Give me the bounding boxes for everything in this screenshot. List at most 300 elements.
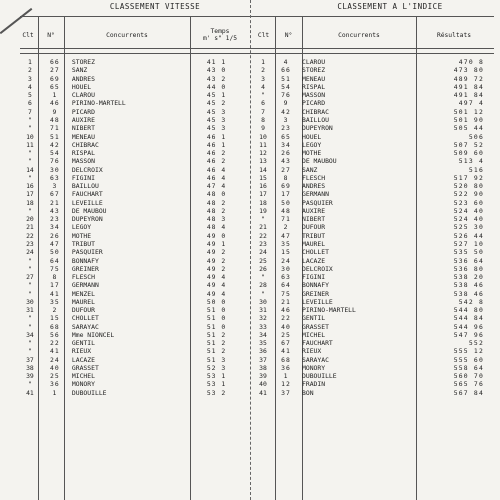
cell-name: GERMANN xyxy=(302,190,329,199)
cell-clt: 35 xyxy=(259,339,267,348)
cell-no: 2 xyxy=(283,223,289,232)
cell-time: 53 1 xyxy=(206,380,227,389)
cell-no: 40 xyxy=(50,363,60,372)
cell-no: 51 xyxy=(281,74,291,83)
cell-time: 51 0 xyxy=(206,314,227,323)
cell-no: 21 xyxy=(281,297,291,306)
cell-result: 547 96 xyxy=(453,330,484,339)
cell-result: 535 50 xyxy=(453,248,484,257)
cell-no: 76 xyxy=(281,91,291,100)
cell-name: MENZEL xyxy=(71,289,95,298)
cell-clt: 31 xyxy=(259,306,267,315)
cell-no: 34 xyxy=(281,140,291,149)
cell-clt: 4 xyxy=(28,82,32,91)
cell-time: 49 2 xyxy=(206,264,227,273)
table-row xyxy=(18,298,248,306)
cell-result: 558 64 xyxy=(453,363,484,372)
cell-no: 71 xyxy=(281,215,291,224)
cell-name: CLAROU xyxy=(302,58,326,67)
table-row xyxy=(252,331,492,339)
cell-clt: 17 xyxy=(259,190,267,199)
cell-no: 34 xyxy=(50,223,60,232)
cell-time: 51 2 xyxy=(206,347,227,356)
cell-name: NIBERT xyxy=(71,124,95,133)
cell-no: 67 xyxy=(50,190,60,199)
cell-clt: " xyxy=(28,380,32,389)
table-row xyxy=(18,331,248,339)
cell-time: 50 0 xyxy=(206,297,227,306)
table-row xyxy=(18,215,248,223)
cell-clt: " xyxy=(28,339,32,348)
table-row xyxy=(252,223,492,231)
table-row xyxy=(252,389,492,397)
cell-name: LEGOY xyxy=(302,140,322,149)
cell-no: 22 xyxy=(50,339,60,348)
cell-no: 26 xyxy=(50,231,60,240)
cell-result: 501 12 xyxy=(453,107,484,116)
cell-no: 36 xyxy=(50,380,60,389)
cell-clt: 17 xyxy=(26,190,34,199)
cell-name: FRADIN xyxy=(302,380,326,389)
header-resultats: Résultats xyxy=(436,31,472,39)
cell-name: BON xyxy=(302,388,314,397)
cell-result: 501 90 xyxy=(453,115,484,124)
cell-result: 544 80 xyxy=(453,306,484,315)
cell-time: 45 2 xyxy=(206,99,227,108)
table-row xyxy=(252,165,492,173)
cell-name: LEVEILLE xyxy=(71,198,103,207)
table-row xyxy=(18,256,248,264)
cell-clt: " xyxy=(261,215,265,224)
cell-name: DUFOUR xyxy=(302,223,326,232)
cell-no: 42 xyxy=(50,140,60,149)
table-row xyxy=(252,339,492,347)
table-row xyxy=(252,356,492,364)
cell-time: 51 0 xyxy=(206,322,227,331)
table-row xyxy=(18,190,248,198)
cell-no: 64 xyxy=(50,256,60,265)
table-row xyxy=(18,157,248,165)
cell-clt: 3 xyxy=(28,74,32,83)
cell-time: 46 4 xyxy=(206,173,227,182)
cell-no: 17 xyxy=(281,190,291,199)
cell-time: 49 0 xyxy=(206,231,227,240)
cell-clt: 18 xyxy=(26,198,34,207)
cell-no: 24 xyxy=(50,355,60,364)
cell-name: BAILLOU xyxy=(302,115,329,124)
cell-clt: 30 xyxy=(259,297,267,306)
cell-no: 47 xyxy=(50,239,60,248)
cell-clt: 11 xyxy=(259,140,267,149)
cell-result: 536 64 xyxy=(453,256,484,265)
table-row xyxy=(18,323,248,331)
cell-name: LEGOY xyxy=(71,223,92,232)
cell-name: PIRINO-MARTELL xyxy=(302,306,356,315)
cell-time: 46 2 xyxy=(206,149,227,158)
cell-name: RIEUX xyxy=(71,347,92,356)
cell-name: GERMANN xyxy=(71,281,99,290)
table-row xyxy=(18,149,248,157)
cell-name: MENEAU xyxy=(302,74,326,83)
cell-name: LACAZE xyxy=(71,355,95,364)
cell-name: GREINER xyxy=(302,289,329,298)
cell-name: CHOLLET xyxy=(302,248,329,257)
cell-time: 45 3 xyxy=(206,107,227,116)
cell-clt: 25 xyxy=(259,256,267,265)
cell-name: DE MAUBOU xyxy=(302,157,337,166)
cell-no: 76 xyxy=(50,157,60,166)
cell-no: 22 xyxy=(281,314,291,323)
cell-result: 542 8 xyxy=(458,297,484,306)
cell-no: 48 xyxy=(281,206,291,215)
cell-name: MONORY xyxy=(302,363,326,372)
header-clt-2: Clt xyxy=(257,31,270,39)
cell-no: 54 xyxy=(50,149,60,158)
cell-name: MOTHE xyxy=(71,231,92,240)
cell-result: 513 4 xyxy=(458,157,484,166)
cell-clt: 4 xyxy=(261,82,265,91)
cell-name: FIGINI xyxy=(71,173,95,182)
rule-top xyxy=(20,16,494,17)
cell-result: 491 84 xyxy=(453,91,484,100)
cell-result: 491 84 xyxy=(453,82,484,91)
header-concurrents-2: Concurrents xyxy=(338,31,380,39)
table-row xyxy=(252,157,492,165)
table-row xyxy=(18,174,248,182)
cell-name: DELCROIX xyxy=(71,165,103,174)
cell-time: 45 3 xyxy=(206,115,227,124)
cell-clt: 34 xyxy=(259,330,267,339)
cell-clt: " xyxy=(28,314,32,323)
cell-name: NIBERT xyxy=(302,215,326,224)
cell-clt: 1 xyxy=(28,58,32,67)
cell-no: 8 xyxy=(52,273,58,282)
cell-name: BONNAFY xyxy=(302,281,329,290)
cell-name: MICHEL xyxy=(71,372,95,381)
cell-clt: 18 xyxy=(259,198,267,207)
cell-name: FAUCHART xyxy=(71,190,103,199)
cell-time: 46 4 xyxy=(206,165,227,174)
cell-name: BAILLOU xyxy=(71,182,99,191)
cell-no: 15 xyxy=(281,248,291,257)
cell-result: 524 40 xyxy=(453,206,484,215)
cell-result: 552 xyxy=(468,339,484,348)
cell-name: MASSON xyxy=(71,157,95,166)
table-row xyxy=(18,108,248,116)
cell-no: 75 xyxy=(50,264,60,273)
cell-no: 66 xyxy=(50,58,60,67)
cell-name: CHIBRAC xyxy=(71,140,99,149)
cell-clt: 37 xyxy=(26,355,34,364)
cell-no: 9 xyxy=(52,107,58,116)
table-row xyxy=(18,165,248,173)
cell-time: 48 2 xyxy=(206,206,227,215)
cell-clt: 16 xyxy=(26,182,34,191)
cell-clt: 27 xyxy=(26,273,34,282)
cell-clt: 22 xyxy=(26,231,34,240)
cell-no: 69 xyxy=(281,182,291,191)
cell-clt: 23 xyxy=(259,239,267,248)
cell-name: DUBOUILLE xyxy=(302,372,337,381)
cell-no: 3 xyxy=(283,115,289,124)
cell-name: AUXIRE xyxy=(71,115,95,124)
cell-clt: " xyxy=(28,256,32,265)
cell-time: 49 1 xyxy=(206,239,227,248)
cell-no: 65 xyxy=(50,82,60,91)
cell-clt: " xyxy=(261,91,265,100)
table-indice xyxy=(252,58,492,397)
cell-clt: 41 xyxy=(26,388,34,397)
cell-result: 523 60 xyxy=(453,198,484,207)
cell-time: 49 4 xyxy=(206,273,227,282)
table-row xyxy=(252,215,492,223)
cell-result: 509 60 xyxy=(453,149,484,158)
cell-clt: 7 xyxy=(28,107,32,116)
cell-name: DUFOUR xyxy=(71,306,95,315)
cell-no: 41 xyxy=(281,347,291,356)
cell-name: SARAYAC xyxy=(71,322,99,331)
table-row xyxy=(252,232,492,240)
cell-clt: 1 xyxy=(261,58,265,67)
table-row xyxy=(252,323,492,331)
table-row xyxy=(18,232,248,240)
table-row xyxy=(18,240,248,248)
cell-no: 2 xyxy=(52,306,58,315)
table-row xyxy=(252,372,492,380)
title-indice: CLASSEMENT A L'INDICE xyxy=(337,2,443,11)
table-row xyxy=(252,149,492,157)
cell-clt: 38 xyxy=(259,363,267,372)
cell-name: FLESCH xyxy=(302,173,326,182)
cell-time: 52 3 xyxy=(206,363,227,372)
cell-no: 35 xyxy=(50,297,60,306)
cell-no: 37 xyxy=(281,388,291,397)
cell-clt: 28 xyxy=(259,281,267,290)
table-row xyxy=(18,289,248,297)
table-row xyxy=(18,347,248,355)
cell-time: 45 1 xyxy=(206,91,227,100)
cell-no: 65 xyxy=(281,132,291,141)
cell-no: 63 xyxy=(50,173,60,182)
table-row xyxy=(18,58,248,66)
cell-name: BONNAFY xyxy=(71,256,99,265)
table-row xyxy=(18,99,248,107)
cell-no: 27 xyxy=(281,165,291,174)
cell-clt: 16 xyxy=(259,182,267,191)
cell-name: MONORY xyxy=(71,380,95,389)
cell-no: 71 xyxy=(50,124,60,133)
table-row xyxy=(252,364,492,372)
cell-no: 9 xyxy=(283,99,289,108)
table-row xyxy=(18,199,248,207)
cell-name: PICARD xyxy=(71,107,95,116)
cell-name: LEVEILLE xyxy=(302,297,333,306)
cell-time: 51 2 xyxy=(206,339,227,348)
cell-clt: 15 xyxy=(259,173,267,182)
cell-clt: " xyxy=(28,115,32,124)
table-row xyxy=(252,256,492,264)
cell-time: 44 0 xyxy=(206,82,227,91)
cell-name: MASSON xyxy=(302,91,326,100)
cell-name: DUBOUILLE xyxy=(71,388,107,397)
cell-name: Mme NIONCEL xyxy=(71,330,115,339)
cell-name: PIRINO-MARTELL xyxy=(71,99,126,108)
table-row xyxy=(252,75,492,83)
cell-clt: 24 xyxy=(259,248,267,257)
cell-clt: 9 xyxy=(261,124,265,133)
cell-result: 538 46 xyxy=(453,281,484,290)
header-no: N° xyxy=(47,31,55,39)
table-row xyxy=(18,91,248,99)
cell-time: 46 1 xyxy=(206,132,227,141)
cell-result: 538 46 xyxy=(453,289,484,298)
table-row xyxy=(18,207,248,215)
cell-no: 69 xyxy=(50,74,60,83)
cell-no: 43 xyxy=(50,206,60,215)
cell-no: 54 xyxy=(281,82,291,91)
cell-name: CHIBRAC xyxy=(302,107,329,116)
table-row xyxy=(252,83,492,91)
table-row xyxy=(252,58,492,66)
cell-name: RISPAL xyxy=(71,149,95,158)
table-row xyxy=(18,116,248,124)
header-clt: Clt xyxy=(22,31,34,39)
cell-clt: " xyxy=(28,322,32,331)
cell-result: 516 xyxy=(468,165,484,174)
cell-no: 25 xyxy=(50,372,60,381)
cell-name: MOTHE xyxy=(302,149,322,158)
cell-time: 49 4 xyxy=(206,281,227,290)
cell-result: 489 72 xyxy=(453,74,484,83)
cell-clt: 36 xyxy=(259,347,267,356)
cell-clt: 21 xyxy=(259,223,267,232)
cell-time: 47 4 xyxy=(206,182,227,191)
cell-clt: 26 xyxy=(259,264,267,273)
cell-time: 48 0 xyxy=(206,190,227,199)
cell-name: FLESCH xyxy=(71,273,95,282)
cell-time: 49 4 xyxy=(206,289,227,298)
center-divider xyxy=(250,0,251,500)
cell-result: 505 44 xyxy=(453,124,484,133)
cell-no: 3 xyxy=(52,182,58,191)
cell-no: 75 xyxy=(281,289,291,298)
table-row xyxy=(252,306,492,314)
cell-name: DUPEYRON xyxy=(302,124,333,133)
cell-name: HOUEL xyxy=(71,82,92,91)
cell-name: GRASSET xyxy=(71,363,99,372)
title-vitesse: CLASSEMENT VITESSE xyxy=(109,2,201,11)
table-row xyxy=(18,339,248,347)
cell-name: MENEAU xyxy=(71,132,95,141)
table-row xyxy=(18,141,248,149)
cell-result: 506 xyxy=(468,132,484,141)
table-row xyxy=(252,116,492,124)
cell-clt: 21 xyxy=(26,223,34,232)
cell-no: 15 xyxy=(50,314,60,323)
header-temps-label: Temps xyxy=(210,28,230,35)
cell-result: 538 20 xyxy=(453,273,484,282)
cell-no: 51 xyxy=(50,132,60,141)
cell-name: CLAROU xyxy=(71,91,95,100)
cell-clt: " xyxy=(28,206,32,215)
header-temps xyxy=(190,24,250,46)
cell-result: 525 30 xyxy=(453,223,484,232)
header-concurrents: Concurrents xyxy=(106,31,148,39)
cell-time: 46 2 xyxy=(206,157,227,166)
table-row xyxy=(252,174,492,182)
table-row xyxy=(18,356,248,364)
cell-result: 527 10 xyxy=(453,239,484,248)
cell-result: 517 92 xyxy=(453,173,484,182)
cell-no: 27 xyxy=(50,66,60,75)
cell-no: 30 xyxy=(281,264,291,273)
table-row xyxy=(18,306,248,314)
cell-clt: " xyxy=(28,281,32,290)
cell-name: ANDRES xyxy=(302,182,326,191)
cell-time: 49 2 xyxy=(206,256,227,265)
cell-clt: 39 xyxy=(259,372,267,381)
cell-time: 48 3 xyxy=(206,215,227,224)
cell-clt: 2 xyxy=(261,66,265,75)
cell-name: MICHEL xyxy=(302,330,326,339)
cell-name: TRIBUT xyxy=(71,239,95,248)
cell-no: 12 xyxy=(281,380,291,389)
cell-clt: 37 xyxy=(259,355,267,364)
table-row xyxy=(18,182,248,190)
cell-no: 17 xyxy=(50,281,60,290)
cell-time: 53 2 xyxy=(206,388,227,397)
cell-clt: 20 xyxy=(26,215,34,224)
cell-name: CHOLLET xyxy=(71,314,99,323)
cell-no: 30 xyxy=(50,165,60,174)
cell-name: SANZ xyxy=(302,165,318,174)
cell-name: SARAYAC xyxy=(302,355,329,364)
table-row xyxy=(252,199,492,207)
cell-clt: " xyxy=(28,264,32,273)
cell-name: PASQUIER xyxy=(302,198,333,207)
cell-clt: 34 xyxy=(26,330,34,339)
cell-time: 43 2 xyxy=(206,74,227,83)
cell-no: 23 xyxy=(50,215,60,224)
cell-no: 50 xyxy=(50,248,60,257)
cell-clt: 40 xyxy=(259,380,267,389)
cell-clt: " xyxy=(28,347,32,356)
cell-time: 48 2 xyxy=(206,198,227,207)
cell-result: 560 70 xyxy=(453,372,484,381)
cell-clt: 24 xyxy=(26,248,34,257)
cell-no: 47 xyxy=(281,231,291,240)
cell-no: 21 xyxy=(50,198,60,207)
cell-time: 45 3 xyxy=(206,124,227,133)
cell-no: 50 xyxy=(281,198,291,207)
table-row xyxy=(18,75,248,83)
cell-time: 41 1 xyxy=(206,58,227,67)
cell-no: 1 xyxy=(283,372,289,381)
cell-name: RISPAL xyxy=(302,82,326,91)
cell-name: MAUREL xyxy=(71,297,95,306)
table-vitesse xyxy=(18,58,248,397)
cell-clt: 5 xyxy=(28,91,32,100)
cell-name: DUPEYRON xyxy=(71,215,103,224)
cell-clt: " xyxy=(28,124,32,133)
cell-clt: 30 xyxy=(26,297,34,306)
cell-no: 36 xyxy=(281,363,291,372)
cell-no: 68 xyxy=(281,355,291,364)
cell-time: 51 0 xyxy=(206,306,227,315)
cell-no: 42 xyxy=(281,107,291,116)
cell-clt: 2 xyxy=(28,66,32,75)
table-row xyxy=(252,99,492,107)
